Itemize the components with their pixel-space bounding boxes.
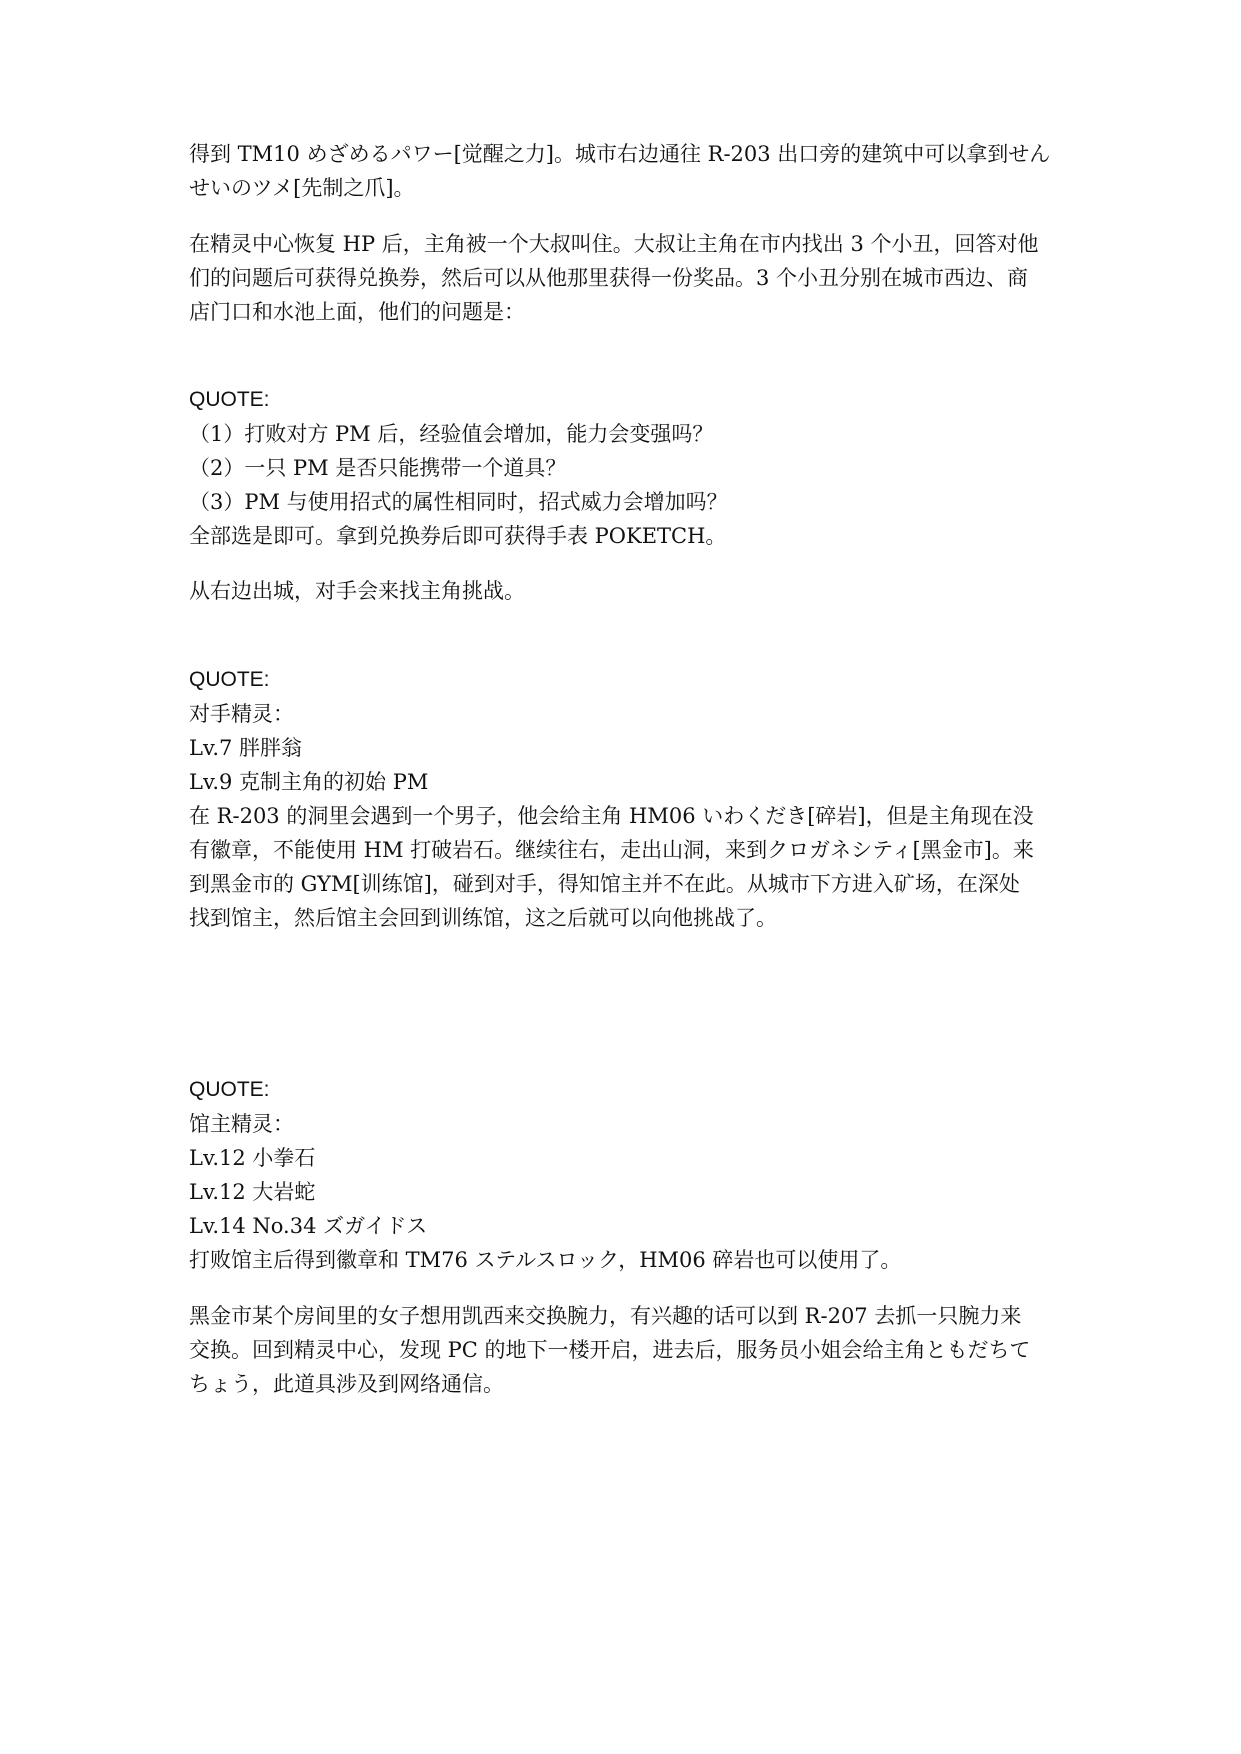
- paragraph-line: 交换。回到精灵中心，发现 PC 的地下一楼开启，进去后，服务员小姐会给主角ともだちて: [189, 1338, 1031, 1362]
- paragraph-line: 从右边出城，对手会来找主角挑战。: [189, 579, 525, 603]
- quote-line: Lv.7 胖胖翁: [189, 736, 303, 760]
- quote-line: （2）一只 PM 是否只能携带一个道具？: [189, 456, 567, 480]
- quote-line: Lv.12 大岩蛇: [189, 1180, 316, 1204]
- quote-label: QUOTE:: [189, 1078, 270, 1101]
- quote-line: （3）PM 与使用招式的属性相同时，招式威力会增加吗？: [189, 490, 728, 514]
- paragraph-line: 找到馆主，然后馆主会回到训练馆，这之后就可以向他挑战了。: [189, 906, 777, 930]
- paragraph-line: ちょう，此道具涉及到网络通信。: [189, 1372, 504, 1396]
- paragraph-line: 在精灵中心恢复 HP 后，主角被一个大叔叫住。大叔让主角在市内找出 3 个小丑，回答对他: [189, 232, 1039, 256]
- paragraph-line: 到黑金市的 GYM[训练馆]，碰到对手，得知馆主并不在此。从城市下方进入矿场，在深处: [189, 872, 1020, 896]
- paragraph-line: 黑金市某个房间里的女子想用凯西来交换腕力，有兴趣的话可以到 R-207 去抓一只腕力来: [189, 1304, 1022, 1328]
- paragraph-line: 在 R-203 的洞里会遇到一个男子，他会给主角 HM06 いわくだき[碎岩]，但是主角现在没: [189, 804, 1034, 828]
- paragraph-line: 打败馆主后得到徽章和 TM76 ステルスロック，HM06 碎岩也可以使用了。: [189, 1248, 902, 1272]
- paragraph-line: せいのツメ[先制之爪]。: [189, 176, 415, 200]
- quote-line: （1）打败对方 PM 后，经验值会增加，能力会变强吗？: [189, 422, 714, 446]
- quote-label: QUOTE:: [189, 668, 270, 691]
- paragraph-line: 全部选是即可。拿到兑换券后即可获得手表 POKETCH。: [189, 524, 727, 548]
- quote-line: 馆主精灵：: [189, 1112, 294, 1136]
- quote-line: 对手精灵：: [189, 702, 294, 726]
- paragraph-line: 得到 TM10 めざめるパワー[觉醒之力]。城市右边通往 R-203 出口旁的建筑中可以拿到せん: [189, 142, 1051, 166]
- paragraph-line: 店门口和水池上面，他们的问题是：: [189, 300, 525, 324]
- quote-line: Lv.9 克制主角的初始 PM: [189, 770, 429, 794]
- quote-label: QUOTE:: [189, 388, 270, 411]
- quote-line: Lv.12 小拳石: [189, 1146, 316, 1170]
- paragraph-line: 有徽章，不能使用 HM 打破岩石。继续往右，走出山洞，来到クロガネシティ[黑金市]。来: [189, 838, 1034, 862]
- paragraph-line: 们的问题后可获得兑换券，然后可以从他那里获得一份奖品。3 个小丑分别在城市西边、商: [189, 266, 1029, 290]
- quote-line: Lv.14 No.34 ズガイドス: [189, 1214, 428, 1238]
